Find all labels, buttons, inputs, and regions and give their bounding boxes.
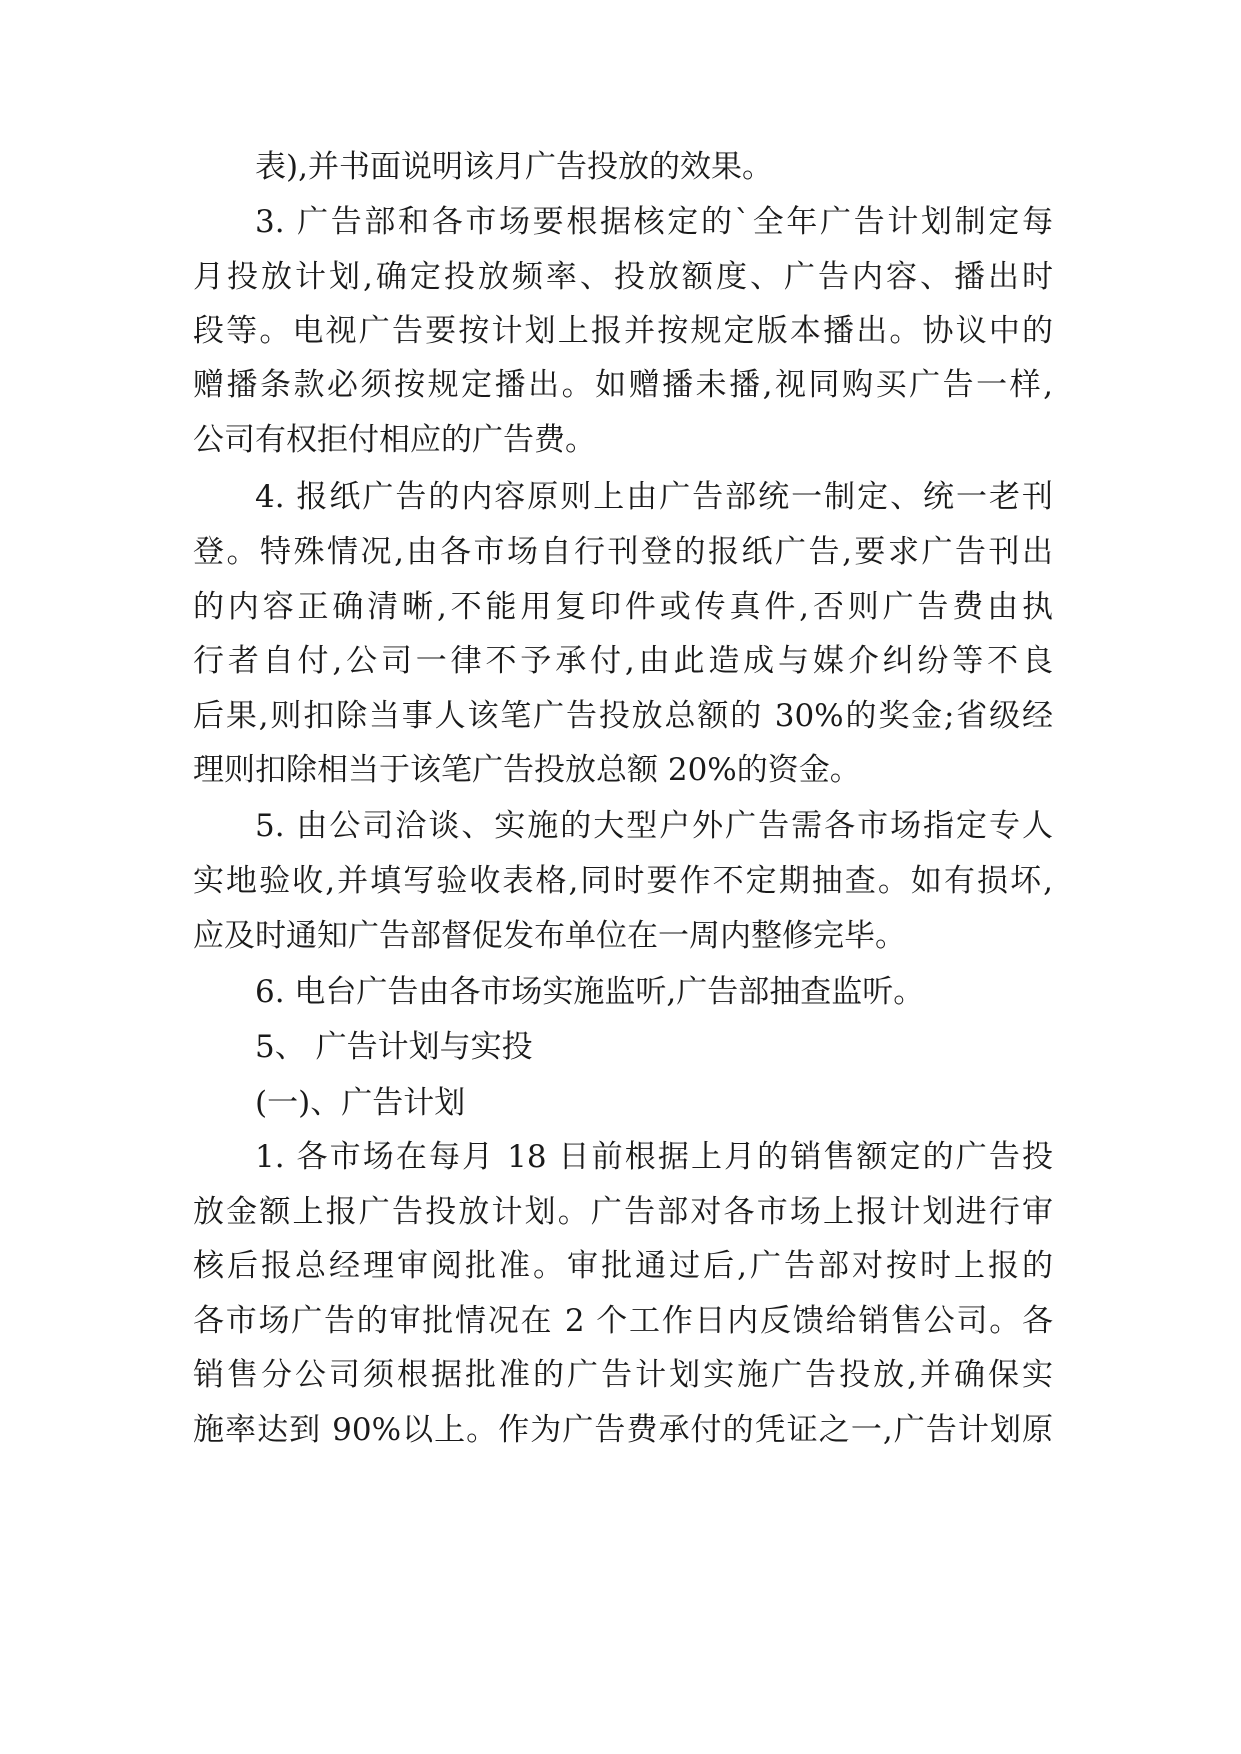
text-line: 5. 由公司洽谈、实施的大型户外广告需各市场指定专人 [255, 808, 1053, 844]
text-line: 3. 广告部和各市场要根据核定的`全年广告计划制定每 [255, 204, 1053, 240]
text-line: 核后报总经理审阅批准。审批通过后,广告部对按时上报的 [193, 1248, 1053, 1284]
section-heading: 5、 广告计划与实投 [255, 1029, 533, 1065]
text-line: 行者自付,公司一律不予承付,由此造成与媒介纠纷等不良 [193, 643, 1053, 679]
text-line: 应及时通知广告部督促发布单位在一周内整修完毕。 [193, 918, 906, 954]
text-line: 赠播条款必须按规定播出。如赠播未播,视同购买广告一样, [193, 367, 1053, 403]
text-line: 表),并书面说明该月广告投放的效果。 [255, 149, 773, 185]
text-line: 4. 报纸广告的内容原则上由广告部统一制定、统一老刊 [255, 479, 1053, 515]
text-line: 的内容正确清晰,不能用复印件或传真件,否则广告费由执 [193, 589, 1053, 625]
text-line: 放金额上报广告投放计划。广告部对各市场上报计划进行审 [193, 1194, 1053, 1230]
text-line: 公司有权拒付相应的广告费。 [193, 422, 596, 458]
text-line: 实地验收,并填写验收表格,同时要作不定期抽查。如有损坏, [193, 863, 1053, 899]
text-line: 登。特殊情况,由各市场自行刊登的报纸广告,要求广告刊出 [193, 534, 1053, 570]
text-line: 销售分公司须根据批准的广告计划实施广告投放,并确保实 [193, 1357, 1053, 1393]
subsection-heading: (一)、广告计划 [255, 1085, 466, 1121]
text-line: 后果,则扣除当事人该笔广告投放总额的 30%的奖金;省级经 [193, 698, 1053, 734]
text-line: 各市场广告的审批情况在 2 个工作日内反馈给销售公司。各 [193, 1303, 1053, 1339]
text-line: 1. 各市场在每月 18 日前根据上月的销售额定的广告投 [255, 1139, 1053, 1175]
text-line: 理则扣除相当于该笔广告投放总额 20%的资金。 [193, 752, 861, 788]
text-line: 段等。电视广告要按计划上报并按规定版本播出。协议中的 [193, 313, 1053, 349]
text-line: 6. 电台广告由各市场实施监听,广告部抽查监听。 [255, 974, 925, 1010]
text-line: 月投放计划,确定投放频率、投放额度、广告内容、播出时 [193, 259, 1053, 295]
text-line: 施率达到 90%以上。作为广告费承付的凭证之一,广告计划原 [193, 1412, 1053, 1448]
